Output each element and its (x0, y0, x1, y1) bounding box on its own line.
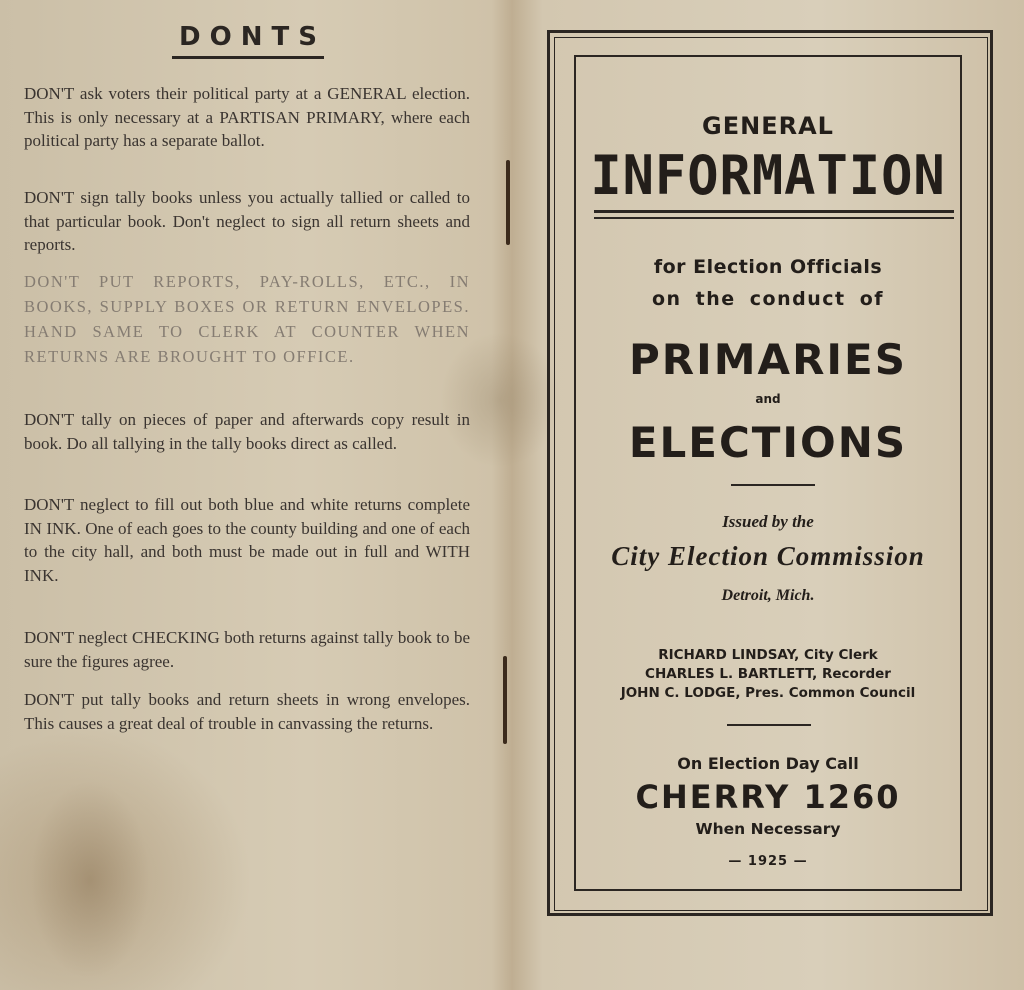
dont-paragraph-5: DON'T neglect to fill out both blue and white returns complete IN INK. One of each goes to the county building and one of each to the city hall, and both must be made out in full and WITH INK. (24, 495, 470, 585)
issued-by: Issued by the (722, 512, 814, 531)
paper-stain (30, 780, 150, 980)
year: — 1925 — (728, 854, 808, 869)
connector-and: and (755, 392, 781, 406)
official-3: JOHN C. LODGE, Pres. Common Council (620, 685, 916, 701)
staple-top (506, 160, 510, 245)
left-page (0, 0, 505, 990)
heading-primaries: PRIMARIES (629, 335, 907, 384)
when-necessary: When Necessary (695, 820, 841, 838)
cover-page (547, 30, 995, 918)
city-name: Detroit, Mich. (721, 587, 815, 604)
heading-information: INFORMATION (590, 144, 946, 208)
heading-general: GENERAL (702, 112, 834, 140)
officials-list (574, 646, 962, 703)
dont-paragraph-2: DON'T sign tally books unless you actually tallied or called to that particular book. Don't neglect to sign all return sheets and reports. (24, 188, 470, 254)
title-underline (172, 56, 324, 59)
phone-number: CHERRY 1260 (635, 778, 901, 816)
heading-elections: ELECTIONS (628, 418, 908, 467)
commission-name: City Election Commission (611, 541, 925, 571)
divider-rule-2 (727, 724, 811, 726)
dont-paragraph-3: DON'T PUT REPORTS, PAY-ROLLS, ETC., IN BOOKS, SUPPLY BOXES OR RETURN ENVELOPES. HAND SAME TO CLERK AT COUNTER WHEN RETURNS ARE BROUGHT TO OFFICE. (24, 272, 470, 366)
on-call-text: On Election Day Call (677, 754, 859, 773)
official-2: CHARLES L. BARTLETT, Recorder (645, 666, 891, 682)
dont-paragraph-4: DON'T tally on pieces of paper and afterwards copy result in book. Do all tallying in the tally books direct as called. (24, 410, 470, 453)
donts-title: DONTS (179, 22, 326, 52)
double-rule-bottom (594, 217, 954, 219)
dont-paragraph-7: DON'T put tally books and return sheets in wrong envelopes. This causes a great deal of trouble in canvassing the returns. (24, 690, 470, 733)
divider-rule-1 (731, 484, 815, 486)
subtitle-for-officials: for Election Officials (653, 256, 883, 278)
dont-paragraph-1: DON'T ask voters their political party at a GENERAL election. This is only necessary at a PARTISAN PRIMARY, where each political party has a separate ballot. (24, 84, 470, 150)
dont-paragraph-6: DON'T neglect CHECKING both returns against tally book to be sure the figures agree. (24, 628, 470, 671)
double-rule-top (594, 210, 954, 213)
staple-bottom (503, 656, 507, 744)
subtitle-conduct: on the conduct of (651, 288, 885, 310)
official-1: RICHARD LINDSAY, City Clerk (658, 647, 878, 663)
